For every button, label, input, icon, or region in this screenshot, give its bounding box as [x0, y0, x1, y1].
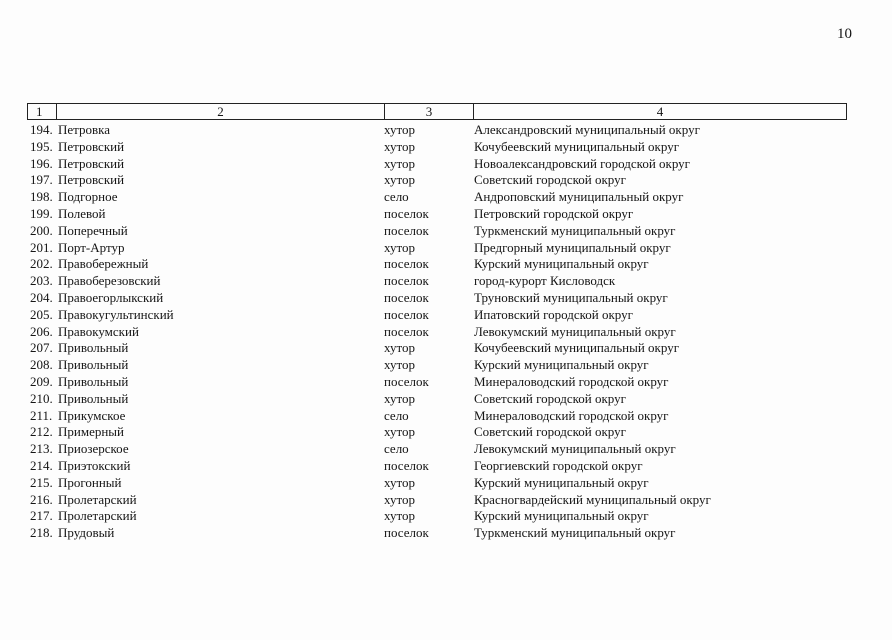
table-row	[30, 188, 850, 205]
row-number: 212.	[30, 424, 53, 440]
row-number: 200.	[30, 222, 53, 238]
settlement-name: Пролетарский	[58, 508, 137, 524]
table-row	[30, 457, 850, 474]
table-row	[30, 121, 850, 138]
settlement-name: Привольный	[58, 373, 129, 389]
settlement-type: хутор	[384, 155, 416, 171]
table-row	[30, 222, 850, 239]
settlement-type: хутор	[384, 424, 416, 440]
district-name: Красногвардейский муниципальный округ	[474, 491, 711, 507]
settlement-type: хутор	[384, 390, 416, 406]
district-name: Курский муниципальный округ	[474, 508, 649, 524]
header-col-4: 4	[656, 104, 664, 119]
table-row	[30, 255, 850, 272]
row-number: 194.	[30, 122, 53, 137]
table-row	[30, 440, 850, 457]
settlement-name: Прикумское	[58, 407, 126, 423]
settlement-type: поселок	[384, 205, 429, 221]
district-name: Левокумский муниципальный округ	[474, 323, 676, 339]
row-number: 216.	[30, 491, 53, 507]
settlement-type: хутор	[384, 474, 416, 490]
table-body	[30, 121, 850, 541]
district-name: Георгиевский городской округ	[474, 457, 643, 473]
district-name: Курский муниципальный округ	[474, 474, 649, 490]
row-number: 214.	[30, 457, 53, 473]
settlement-name: Поперечный	[58, 222, 128, 238]
settlement-type: хутор	[384, 138, 416, 154]
table-row	[30, 155, 850, 172]
row-number: 215.	[30, 474, 53, 490]
settlement-type: хутор	[384, 357, 416, 373]
district-name: Советский городской округ	[474, 390, 626, 406]
settlement-type: хутор	[384, 172, 416, 188]
row-number: 213.	[30, 441, 53, 457]
settlement-name: Правобережный	[58, 256, 149, 272]
table-row	[30, 306, 850, 323]
district-name: Курский муниципальный округ	[474, 256, 649, 272]
district-name: Петровский городской округ	[474, 205, 634, 221]
settlement-name: Привольный	[58, 357, 129, 373]
district-name: Туркменский муниципальный округ	[474, 525, 676, 541]
district-name: Александровский муниципальный округ	[474, 122, 700, 137]
row-number: 195.	[30, 138, 53, 154]
settlement-name: Петровский	[58, 155, 125, 171]
row-number: 204.	[30, 289, 53, 305]
table-row	[30, 373, 850, 390]
district-name: Советский городской округ	[474, 424, 626, 440]
settlement-type: поселок	[384, 273, 429, 289]
table-row	[30, 138, 850, 155]
table-row	[30, 524, 850, 541]
settlement-name: Привольный	[58, 340, 129, 356]
settlement-name: Полевой	[58, 205, 106, 221]
page-number: 10	[837, 26, 852, 42]
district-name: Андроповский муниципальный округ	[474, 189, 684, 205]
header-col-2: 2	[57, 104, 385, 119]
district-name: Кочубеевский муниципальный округ	[474, 340, 680, 356]
table-row	[30, 356, 850, 373]
district-name: Минераловодский городской округ	[474, 407, 669, 423]
settlement-name: Петровский	[58, 172, 125, 188]
table-row	[30, 323, 850, 340]
settlement-name: Примерный	[58, 424, 124, 440]
settlement-type: поселок	[384, 457, 429, 473]
district-name: Туркменский муниципальный округ	[474, 222, 676, 238]
district-name: Предгорный муниципальный округ	[474, 239, 671, 255]
settlement-type: поселок	[384, 289, 429, 305]
district-name: Левокумский муниципальный округ	[474, 441, 676, 457]
district-name: город-курорт Кисловодск	[474, 273, 616, 289]
settlement-name: Правокугультинский	[58, 306, 174, 322]
table-row	[30, 289, 850, 306]
district-name: Труновский муниципальный округ	[474, 289, 668, 305]
settlement-type: поселок	[384, 222, 429, 238]
settlement-type: село	[384, 441, 409, 457]
row-number: 197.	[30, 172, 53, 188]
table-row	[30, 507, 850, 524]
district-name: Кочубеевский муниципальный округ	[474, 138, 680, 154]
settlement-name: Правокумский	[58, 323, 139, 339]
row-number: 217.	[30, 508, 53, 524]
row-number: 205.	[30, 306, 53, 322]
settlement-name: Приозерское	[58, 441, 129, 457]
row-number: 206.	[30, 323, 53, 339]
district-name: Ипатовский городской округ	[474, 306, 633, 322]
district-name: Новоалександровский городской округ	[474, 155, 691, 171]
settlement-name: Петровский	[58, 138, 125, 154]
header-col-1: 1	[28, 104, 57, 119]
table-row	[30, 491, 850, 508]
settlement-name: Прудовый	[58, 525, 115, 541]
settlement-name: Пролетарский	[58, 491, 137, 507]
settlement-type: хутор	[384, 491, 416, 507]
row-number: 196.	[30, 155, 53, 171]
settlement-type: хутор	[384, 122, 416, 137]
table-row	[30, 239, 850, 256]
table-row	[30, 205, 850, 222]
district-name: Курский муниципальный округ	[474, 357, 649, 373]
settlement-type: поселок	[384, 373, 429, 389]
table-row	[30, 272, 850, 289]
settlement-name: Правоегорлыкский	[58, 289, 164, 305]
settlement-type: поселок	[384, 525, 429, 541]
settlement-name: Подгорное	[58, 189, 118, 205]
settlement-type: хутор	[384, 508, 416, 524]
row-number: 209.	[30, 373, 53, 389]
row-number: 201.	[30, 239, 53, 255]
row-number: 210.	[30, 390, 53, 406]
row-number: 207.	[30, 340, 53, 356]
header-col-3: 3	[385, 104, 474, 119]
row-number: 218.	[30, 525, 53, 541]
row-number: 203.	[30, 273, 53, 289]
table-row	[30, 407, 850, 424]
district-name: Минераловодский городской округ	[474, 373, 669, 389]
table-row	[30, 423, 850, 440]
row-number: 208.	[30, 357, 53, 373]
table-row	[30, 390, 850, 407]
settlement-name: Петровка	[58, 122, 111, 137]
settlement-name: Порт-Артур	[58, 239, 125, 255]
settlement-type: хутор	[384, 239, 416, 255]
table-row	[30, 474, 850, 491]
settlement-type: поселок	[384, 323, 429, 339]
settlement-type: село	[384, 189, 409, 205]
row-number: 199.	[30, 205, 53, 221]
settlement-name: Правоберезовский	[58, 273, 161, 289]
settlement-type: поселок	[384, 306, 429, 322]
table-row	[30, 171, 850, 188]
row-number: 202.	[30, 256, 53, 272]
settlement-name: Привольный	[58, 390, 129, 406]
district-name: Советский городской округ	[474, 172, 626, 188]
row-number: 211.	[30, 407, 53, 423]
table-row	[30, 339, 850, 356]
settlement-name: Приэтокский	[58, 457, 131, 473]
settlement-type: поселок	[384, 256, 429, 272]
settlement-type: село	[384, 407, 409, 423]
row-number: 198.	[30, 189, 53, 205]
settlement-type: хутор	[384, 340, 416, 356]
table-header	[27, 103, 847, 120]
settlement-name: Прогонный	[58, 474, 122, 490]
